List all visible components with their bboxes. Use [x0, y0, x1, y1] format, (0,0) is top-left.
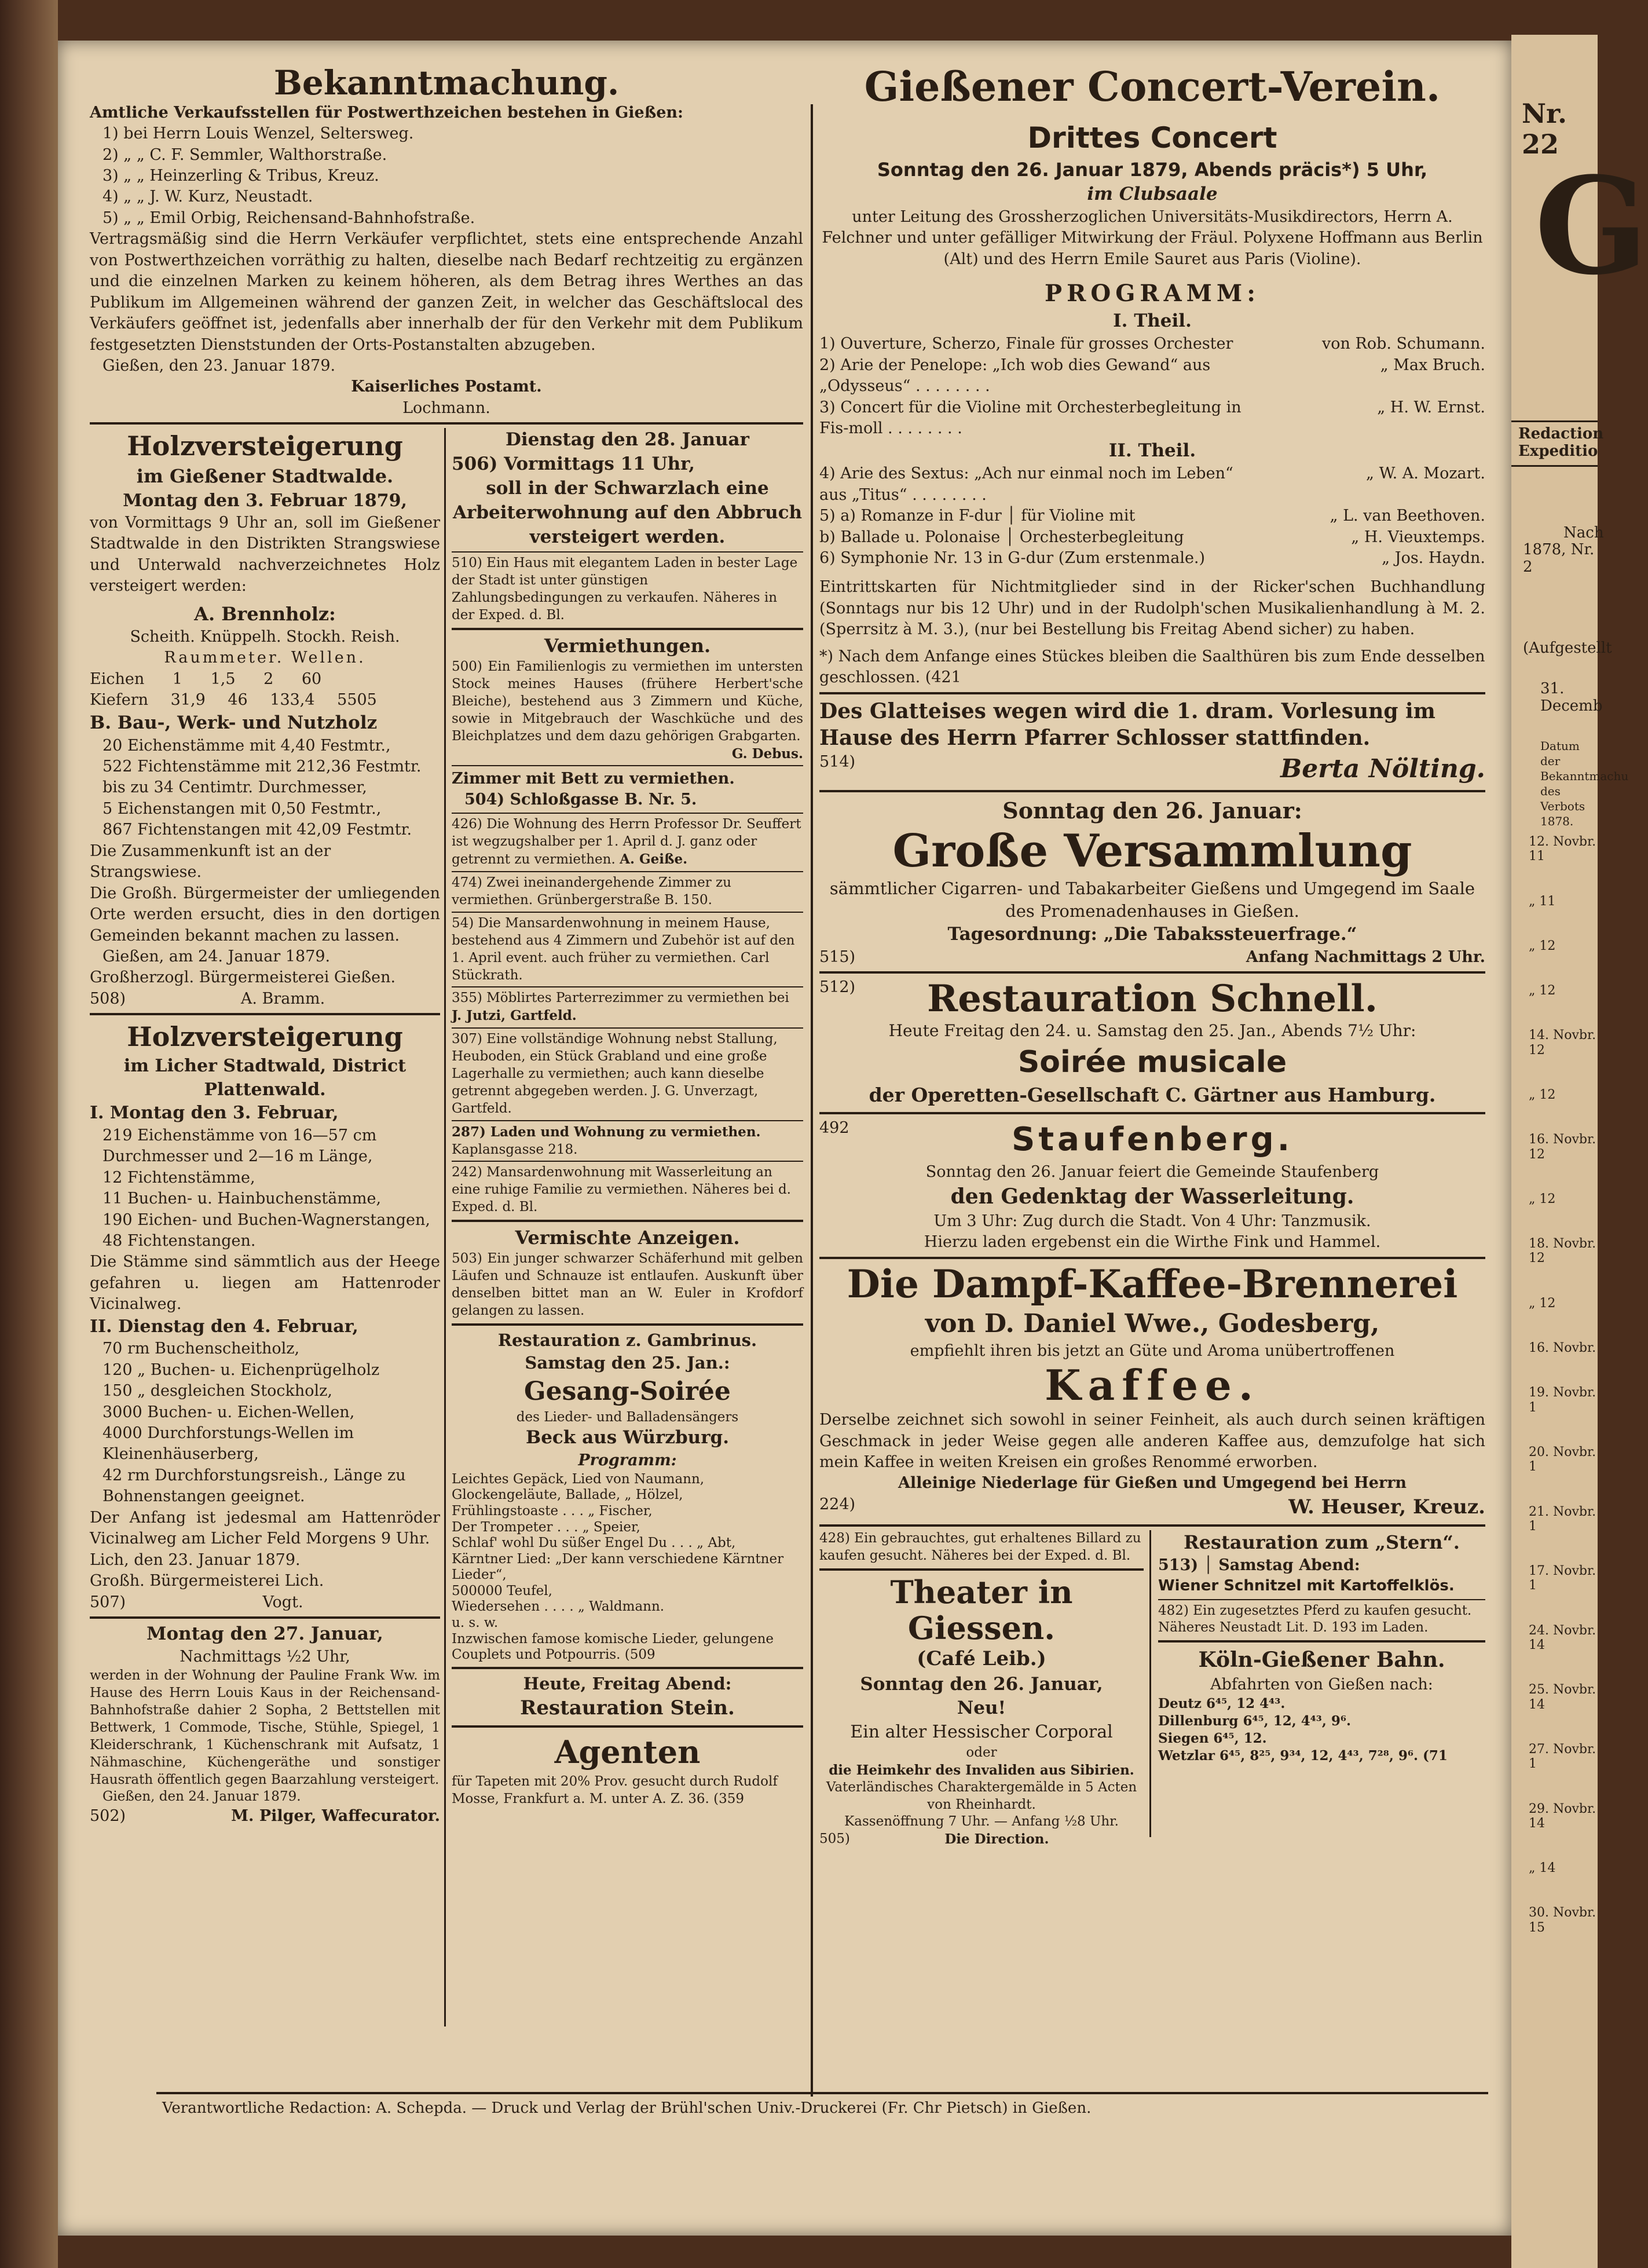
holz1-b-title: B. Bau-, Werk- und Nutzholz	[90, 712, 378, 733]
concert-t1: I. Theil.	[1113, 310, 1192, 332]
gambrinus-i8: Wiedersehen . . . . „ Waldmann.	[452, 1599, 665, 1615]
prog-item-2: 2) Arie der Penelope: „Ich wob dies Gewand“ aus „Odysseus“ . . . . . . . . „ Max Bruch.	[819, 356, 1485, 396]
stern-title: Restauration zum „Stern“.	[1184, 1531, 1460, 1553]
theater-play2: die Heimkehr des Invaliden aus Sibirien.	[829, 1762, 1134, 1778]
edge-date-row: 30. Novbr. 15	[1529, 1905, 1596, 1935]
gambrinus-i9: u. s. w.	[452, 1615, 499, 1631]
gambrinus-sub: des Lieder- und Balladensängers	[516, 1409, 739, 1425]
theater-title: Theater in Giessen.	[890, 1573, 1073, 1647]
prog-item-4: 4) Arie des Sextus: „Ach nur einmal noch im Leben“ aus „Titus“ . . . . . . . . „ W. A. Mozart.	[819, 464, 1485, 504]
glatteis-sign: Berta Nölting.	[1280, 754, 1485, 784]
agenten-text: für Tapeten mit 20% Prov. gesucht durch Rudolf Mosse, Frankfurt a. M. unter A. Z. 36. (359	[452, 1773, 778, 1806]
gambrinus-tail: Inzwischen famose komische Lieder, gelungene Couplets und Potpourris. (509	[452, 1631, 774, 1663]
holz2-i2-1: 70 rm Buchenscheitholz,	[102, 1340, 300, 1358]
r1-l1: 506) Vormittags 11 Uhr,	[452, 453, 695, 475]
holz1-a-row2: Kiefern 31,9 46 133,4 5505	[90, 691, 377, 709]
vermischt-text: 503) Ein junger schwarzer Schäferhund mit gelben Läufen und Schnauze ist entlaufen. Auskunft über denselben bittet man an W. Euler in Krofdorf gelangen zu lassen.	[452, 1251, 803, 1318]
concert-date: Sonntag den 26. Januar 1879, Abends präcis*) 5 Uhr,	[877, 159, 1428, 181]
concert-title: Gießener Concert-Verein.	[864, 63, 1441, 111]
holz2-i1-2: 12 Fichtenstämme,	[102, 1168, 255, 1187]
r2-text: 510) Ein Haus mit elegantem Laden in bester Lage der Stadt ist unter günstigen Zahlungsbedingungen zu verkaufen. Näheres in der Exped. d. Bl.	[452, 555, 798, 623]
holz2-sub: im Licher Stadtwald, District Plattenwald.	[123, 1056, 406, 1100]
stauf-l2: den Gedenktag der Wasserleitung.	[950, 1184, 1354, 1209]
edge-l4: 1878, Nr. 2	[1523, 541, 1595, 576]
gambrinus-i7: 500000 Teufel,	[452, 1583, 552, 1598]
stauf-l3: Um 3 Uhr: Zug durch die Stadt. Von 4 Uhr: Tanzmusik.	[933, 1212, 1371, 1230]
theater-sign: Die Direction.	[944, 1831, 1049, 1848]
gambrinus-i4: Der Trompeter . . . „ Speier,	[452, 1519, 640, 1535]
edge-date-row: 29. Novbr. 14	[1529, 1801, 1596, 1831]
gambrinus-date: Samstag den 25. Jan.:	[525, 1353, 730, 1373]
ad-7: 242) Mansardenwohnung mit Wasserleitung an eine ruhige Familie zu vermiethen. Näheres bei d. Exped. d. Bl.	[452, 1165, 791, 1215]
holz2-date: Lich, den 23. Januar 1879.	[90, 1550, 301, 1569]
r1-l2: soll in der Schwarzlach eine Arbeiterwohnung auf den Abbruch versteigert werden.	[452, 477, 803, 547]
edge-date-row: „ 12	[1529, 1191, 1556, 1206]
versamm-time: Anfang Nachmittags 2 Uhr.	[1246, 948, 1485, 966]
edge-date-row: „ 14	[1529, 1861, 1556, 1876]
schnell-num: 512)	[819, 978, 856, 997]
holz1-date: Montag den 3. Februar 1879,	[123, 490, 407, 511]
holz2-num: 507)	[90, 1593, 126, 1611]
gambrinus-title: Restauration z. Gambrinus.	[497, 1330, 757, 1350]
zimmer-sub: 504) Schloßgasse B. Nr. 5.	[464, 791, 697, 809]
concert-lead: unter Leitung des Grossherzoglichen Universitäts-Musikdirectors, Herrn A. Felchner und unter gefälliger Mitwirkung der Fräul. Polyxene Hoffmann aus Berlin (Alt) und des Herrn Emile Sauret aus Paris (Violine).	[822, 208, 1483, 268]
holz1-b-item2: 522 Fichtenstämme mit 212,36 Festmtr. bis zu 34 Centimtr. Durchmesser,	[102, 758, 422, 797]
edge-date-row: „ 11	[1529, 894, 1556, 909]
edge-l2: Expeditio	[1518, 442, 1598, 460]
edge-date-row: „ 12	[1529, 1296, 1556, 1311]
holz1-b-item4: 867 Fichtenstangen mit 42,09 Festmtr.	[102, 821, 412, 839]
holz2-i2-3: 150 „ desgleichen Stockholz,	[102, 1382, 332, 1400]
edge-date-row: 17. Novbr. 1	[1529, 1564, 1596, 1593]
holz1-b-body: Die Zusammenkunft ist an der Strangswiese.	[90, 842, 331, 881]
bek-body: Vertragsmäßig sind die Herrn Verkäufer verpflichtet, stets eine entsprechende Anzahl von Postwerthzeichen vorräthig zu halten, dieselbe nach Bedarf rechtzeitig zu ergänzen und die einzelnen Marken zu keinem höheren, als dem Betrag ihres Werthes an das Publikum im Allgemeinen während der ganzen Zeit, in welcher das Geschäftslocal des Verkäufers geöffnet ist, jedenfalls aber innerhalb der für den Verkehr mit dem Publikum festgesetzten Dienststunden der Orts-Postanstalten abzugeben.	[90, 230, 803, 354]
edge-l6: 31. Decemb	[1540, 680, 1603, 715]
holz1-a-row1: Eichen 1 1,5 2 60	[90, 670, 322, 688]
pilger-sub: Nachmittags ½2 Uhr,	[180, 1647, 350, 1666]
verm-title: Vermiethungen.	[544, 635, 711, 657]
stern-l2: Wiener Schnitzel mit Kartoffelklös.	[1158, 1577, 1455, 1595]
left-half	[90, 428, 440, 1827]
holz2-signer: Vogt.	[262, 1593, 303, 1611]
edge-date-row: „ 12	[1529, 983, 1556, 998]
concert-t2: II. Theil.	[1108, 440, 1196, 462]
edge-date-row: 24. Novbr. 14	[1529, 1623, 1596, 1653]
ad-6: 287) Laden und Wohnung zu vermiethen. Kaplansgasse 218.	[452, 1124, 761, 1157]
stern-l1: 513) │ Samstag Abend:	[1158, 1556, 1360, 1574]
gambrinus-i3: Frühlingstoaste . . . „ Fischer,	[452, 1503, 653, 1519]
kaffee-agent: Alleinige Niederlage für Gießen und Umgegend bei Herrn	[898, 1474, 1407, 1493]
column-divider	[811, 104, 813, 2097]
holz2-i2-6: 42 rm Durchforstungsreish., Länge zu Bohnenstangen geeignet.	[102, 1466, 406, 1506]
edge-l5: (Aufgestellt	[1523, 639, 1612, 657]
edge-date-row: 21. Novbr. 1	[1529, 1504, 1596, 1534]
ad-5: 307) Eine vollständige Wohnung nebst Stallung, Heuboden, ein Stück Grabland und eine große Lagerhalle zu vermiethen; auch kann dieselbe getrennt abgegeben werden. J. G. Unverzagt, Gartfeld.	[452, 1031, 778, 1116]
adjacent-page-edge	[1511, 35, 1648, 2268]
holz1-b-item1: 20 Eichenstämme mit 4,40 Festmtr.,	[102, 736, 391, 755]
holz2-sign: Großh. Bürgermeisterei Lich.	[90, 1572, 324, 1590]
holz2-d1: I. Montag den 3. Februar,	[90, 1103, 339, 1124]
theater-times: Kassenöffnung 7 Uhr. — Anfang ½8 Uhr.	[844, 1814, 1119, 1830]
holz1-b-item3: 5 Eichenstangen mit 0,50 Festmtr.,	[102, 799, 382, 818]
theater-date: Sonntag den 26. Januar,	[860, 1673, 1103, 1695]
bekanntmachung	[90, 64, 803, 419]
bek-list-4: 4) „ „ J. W. Kurz, Neustadt.	[102, 188, 313, 206]
theater-sub: (Café Leib.)	[917, 1647, 1046, 1670]
verm-text: 500) Ein Familienlogis zu vermiethen im untersten Stock meines Hauses (frühere Herbert'sche Bleiche), bestehend aus 3 Zimmern und Küche, sowie in Mitgebrauch der Waschküche und des Bleichplatzes und dem dazu gehörigen Grabgarten.	[452, 659, 803, 744]
holz1-sign: Großherzogl. Bürgermeisterei Gießen.	[90, 968, 396, 987]
edge-initial-icon: G	[1535, 148, 1648, 305]
ad-3: 54) Die Mansardenwohnung in meinem Hause, bestehend aus 4 Zimmern und Zubehör ist auf den 1. April event. auch früher zu vermiethen. Carl Stückrath.	[452, 915, 795, 983]
edge-date-row: 18. Novbr. 12	[1529, 1237, 1596, 1266]
bek-date: Gießen, den 23. Januar 1879.	[102, 356, 336, 375]
book-binding	[0, 0, 58, 2268]
holz2-i1-1: 219 Eichenstämme von 16—57 cm Durchmesser und 2—16 m Länge,	[102, 1126, 377, 1166]
versamm-big: Große Versammlung	[892, 824, 1412, 877]
holz1-num: 508)	[90, 989, 126, 1008]
edge-date-row: 16. Novbr. 12	[1529, 1132, 1596, 1162]
r1-title: Dienstag den 28. Januar	[506, 429, 749, 451]
holz2-i1-4: 190 Eichen- und Buchen-Wagnerstangen,	[102, 1210, 430, 1229]
gambrinus-i1: Leichtes Gepäck, Lied von Naumann,	[452, 1471, 705, 1487]
bahn-row-3: Siegen 6⁴⁵, 12.	[1158, 1731, 1267, 1747]
edge-date-row: 25. Novbr. 14	[1529, 1682, 1596, 1712]
edge-date-row: 19. Novbr. 1	[1529, 1385, 1596, 1415]
glatteis-num: 514)	[819, 753, 856, 771]
kaffee-name: W. Heuser, Kreuz.	[1288, 1495, 1485, 1519]
bahn-sub: Abfahrten von Gießen nach:	[1210, 1675, 1433, 1693]
holz2-i1-5: 48 Fichtenstangen.	[102, 1232, 256, 1250]
kaffee-sub: empfiehlt ihren bis jetzt an Güte und Aroma unübertroffenen	[910, 1341, 1395, 1360]
holz2-i1-3: 11 Buchen- u. Hainbuchenstämme,	[102, 1190, 382, 1208]
zimmer-title: Zimmer mit Bett zu vermiethen.	[452, 769, 735, 788]
concert-note: *) Nach dem Anfange eines Stückes bleiben die Saalthüren bis zum Ende desselben geschlossen. (421	[819, 647, 1485, 687]
schnell-line: Heute Freitag den 24. u. Samstag den 25. Jan., Abends 7½ Uhr:	[888, 1021, 1416, 1041]
holz1-b-body2: Die Großh. Bürgermeister der umliegenden Orte werden ersucht, dies in den dortigen Gemeinden bekannt machen zu lassen.	[90, 884, 440, 945]
concert-tickets: Eintrittskarten für Nichtmitglieder sind in der Ricker'schen Buchhandlung (Sonntags nur bis 12 Uhr) und in der Rudolph'schen Musikalienhandlung à M. 2. (Sperrsitz à M. 3.), (nur bei Bestellung bis Freitag Abend sicher) zu haben.	[819, 578, 1485, 639]
holz1-body: von Vormittags 9 Uhr an, soll im Gießener Stadtwalde in den Distrikten Strangswiese und Unterwald nachverzeichnetes Holz versteigert werden:	[90, 514, 440, 595]
holz1-date2: Gießen, am 24. Januar 1879.	[102, 947, 331, 965]
holz2-i2-5: 4000 Durchforstungs-Wellen im Kleinenhäuserberg,	[102, 1424, 354, 1464]
pilger-body: werden in der Wohnung der Pauline Frank Ww. im Hause des Herrn Louis Kaus in der Reichensand-Bahnhofstraße dahier 2 Sopha, 2 Bettstellen mit Bettwerk, 1 Commode, Tische, Stühle, Spiegel, 1 Kleiderschrank, 1 Küchenschrank mit Aufsatz, 1 Nähmaschine, Küchengeräthe und sonstiger Hausrath öffentlich gegen Baarzahlung versteigert.	[90, 1668, 440, 1787]
holz2-i2-2: 120 „ Buchen- u. Eichenprügelholz	[102, 1360, 380, 1379]
schnell-big: Soirée musicale	[1017, 1044, 1287, 1080]
ad-4: 355) Möblirtes Parterrezimmer zu vermiethen bei J. Jutzi, Gartfeld.	[452, 990, 789, 1024]
bek-sign2: Lochmann.	[402, 398, 490, 417]
stauf-title: Staufenberg.	[1011, 1121, 1293, 1159]
concert-h: Drittes Concert	[1027, 120, 1277, 155]
pilger-signer: M. Pilger, Waffecurator.	[231, 1807, 440, 1826]
schnell-sub: der Operetten-Gesellschaft C. Gärtner aus Hamburg.	[869, 1084, 1436, 1107]
holz2-i2-4: 3000 Buchen- u. Eichen-Wellen,	[102, 1403, 355, 1421]
stauf-num: 492	[819, 1118, 849, 1137]
edge-date-row: 16. Novbr.	[1529, 1341, 1596, 1356]
kaffee-text: Derselbe zeichnet sich sowohl in seiner Feinheit, als auch durch seinen kräftigen Geschmack in jeder Weise gegen alle anderen Kaffee aus, demzufolge hat sich mein Kaffee in weiten Kreisen ein großes Renommé erworben.	[819, 1411, 1485, 1472]
glatteis-text: Des Glatteises wegen wird die 1. dram. Vorlesung im Hause des Herrn Pfarrer Schlosser stattfinden.	[819, 698, 1435, 751]
bek-title: Bekanntmachung.	[273, 63, 620, 103]
left-lower	[90, 428, 803, 2026]
edge-date-row: „ 12	[1529, 1087, 1556, 1102]
versamm-agenda: Tagesordnung: „Die Tabakssteuerfrage.“	[947, 923, 1357, 945]
prog-item-5: 5) a) Romanze in F-dur │ für Violine mit „ L. van Beethoven.	[819, 507, 1485, 525]
bek-list-2: 2) „ „ C. F. Semmler, Walthorstraße.	[102, 145, 387, 164]
gambrinus-prog: Programm:	[578, 1451, 677, 1470]
vermischt-title: Vermischte Anzeigen.	[515, 1227, 740, 1249]
versamm-text: sämmtlicher Cigarren- und Tabakarbeiter Gießens und Umgegend im Saale des Promenadenhauses in Gießen.	[829, 878, 1475, 921]
agenten-title: Agenten	[554, 1733, 701, 1770]
edge-date-row: 14. Novbr. 12	[1529, 1028, 1596, 1058]
verm-sign: G. Debus.	[731, 745, 803, 762]
bek-subtitle: Amtliche Verkaufsstellen für Postwerthzeichen bestehen in Gießen:	[90, 103, 683, 122]
stein-l1: Heute, Freitag Abend:	[523, 1673, 732, 1693]
right-column	[819, 63, 1485, 1848]
prog-item-3: 3) Concert für die Violine mit Orchesterbegleitung in Fis-moll . . . . . . . . „ H. W. Ernst.	[819, 398, 1485, 437]
edge-l1: Redaction	[1518, 425, 1604, 442]
bek-list-3: 3) „ „ Heinzerling & Tribus, Kreuz.	[102, 167, 379, 185]
gambrinus-i6: Kärntner Lied: „Der kann verschiedene Kärntner Lieder“,	[452, 1551, 784, 1583]
pferd-text: 482) Ein zugesetztes Pferd zu kaufen gesucht. Näheres Neustadt Lit. D. 193 im Laden.	[1158, 1603, 1472, 1636]
prog-item-1: 1) Ouverture, Scherzo, Finale für grosses Orchester von Rob. Schumann.	[819, 335, 1485, 353]
holz1-a-head2: Raummeter. Wellen.	[164, 649, 366, 667]
pilger-num: 502)	[90, 1807, 126, 1826]
gambrinus-i2: Glockengeläute, Ballade, „ Hölzel,	[452, 1487, 683, 1503]
edge-nr: Nr. 22	[1522, 98, 1568, 160]
kaffee-from: von D. Daniel Wwe., Godesberg,	[925, 1308, 1380, 1338]
bottom-right	[1158, 1530, 1485, 1765]
holz2-note1: Die Stämme sind sämmtlich aus der Heege gefahren u. liegen am Hattenroder Vicinalweg.	[90, 1253, 440, 1314]
bottom-split	[819, 1530, 1485, 1848]
bek-list-5: 5) „ „ Emil Orbig, Reichensand-Bahnhofstraße.	[102, 208, 475, 227]
holz1-title: Holzversteigerung	[127, 430, 403, 462]
bottom-left	[819, 1530, 1144, 1848]
ad-1: 426) Die Wohnung des Herrn Professor Dr. Seuffert ist wegzugshalber per 1. April d. J. ganz oder getrennt zu vermiethen. A. Geiße.	[452, 817, 801, 868]
bahn-row-4: Wetzlar 6⁴⁵, 8²⁵, 9³⁴, 12, 4⁴³, 7²⁸, 9⁶. (71	[1158, 1747, 1448, 1764]
bahn-row-2: Dillenburg 6⁴⁵, 12, 4⁴³, 9⁶.	[1158, 1713, 1351, 1729]
bek-list-1: 1) bei Herrn Louis Wenzel, Seltersweg.	[102, 125, 414, 143]
concert-prog: PROGRAMM:	[1045, 280, 1260, 308]
schnell-title: Restauration Schnell.	[927, 976, 1378, 1020]
holz2-title: Holzversteigerung	[127, 1021, 403, 1053]
bahn-title: Köln-Gießener Bahn.	[1198, 1648, 1445, 1673]
prog-item-6: b) Ballade u. Polonaise │ Orchesterbegleitung „ H. Vieuxtemps.	[819, 528, 1485, 546]
stauf-l4: Hierzu laden ergebenst ein die Wirthe Fink und Hammel.	[924, 1233, 1381, 1252]
versamm-num: 515)	[819, 948, 856, 966]
versamm-date: Sonntag den 26. Januar:	[1002, 797, 1302, 824]
gambrinus-name: Beck aus Würzburg.	[526, 1427, 729, 1448]
theater-num: 505)	[819, 1831, 850, 1847]
pilger-title: Montag den 27. Januar,	[147, 1623, 383, 1644]
edge-date-row: „ 12	[1529, 938, 1556, 953]
left-column	[90, 64, 803, 2026]
kaffee-big: Kaffee.	[1045, 1360, 1260, 1410]
edge-date-row: 20. Novbr. 1	[1529, 1444, 1596, 1475]
holz1-sub: im Gießener Stadtwalde.	[136, 465, 394, 488]
concert-place: im Clubsaale	[1087, 184, 1218, 205]
edge-date-row: 12. Novbr. 11	[1529, 834, 1596, 864]
billard-text: 428) Ein gebrauchtes, gut erhaltenes Billard zu kaufen gesucht. Näheres bei der Exped. d. Bl.	[819, 1530, 1141, 1563]
theater-neu: Neu!	[957, 1698, 1006, 1719]
theater-play: Ein alter Hessischer Corporal	[850, 1722, 1113, 1743]
edge-l7: Datum der Bekanntmachu des Verbots 1878.	[1540, 738, 1629, 828]
footer-imprint: Verantwortliche Redaction: A. Schepda. — Druck und Verlag der Brühl'schen Univ.-Druckerei (Fr. Chr Pietsch) in Gießen.	[162, 2099, 1092, 2117]
stauf-l1: Sonntag den 26. Januar feiert die Gemeinde Staufenberg	[925, 1162, 1379, 1181]
bek-sign1: Kaiserliches Postamt.	[351, 378, 542, 396]
bahn-row-1: Deutz 6⁴⁵, 12 4⁴³.	[1158, 1696, 1286, 1712]
right-half	[452, 428, 803, 1808]
holz2-d2: II. Dienstag den 4. Februar,	[90, 1316, 358, 1337]
holz1-a-title: A. Brennholz:	[194, 602, 336, 625]
edge-date-row: 27. Novbr. 1	[1529, 1742, 1596, 1772]
theater-oder: oder	[966, 1744, 997, 1760]
edge-l3: Nach	[1563, 524, 1604, 542]
kaffee-num: 224)	[819, 1495, 856, 1513]
gambrinus-i5: Schlaf' wohl Du süßer Engel Du . . . „ Abt,	[452, 1535, 736, 1551]
edge-dates	[1511, 835, 1598, 1935]
holz1-signer: A. Bramm.	[240, 989, 325, 1008]
prog-item-7: 6) Symphonie Nr. 13 in G-dur (Zum erstenmale.) „ Jos. Haydn.	[819, 548, 1485, 567]
gambrinus-big: Gesang-Soirée	[524, 1377, 731, 1407]
ad-2: 474) Zwei ineinandergehende Zimmer zu vermiethen. Grünbergerstraße B. 150.	[452, 875, 731, 908]
pilger-date: Gießen, den 24. Januar 1879.	[102, 1789, 301, 1805]
holz1-a-head: Scheith. Knüppelh. Stockh. Reish.	[130, 627, 400, 646]
stein-l2: Restauration Stein.	[520, 1696, 735, 1720]
kaffee-title: Die Dampf-Kaffee-Brennerei	[847, 1261, 1458, 1307]
holz2-note2: Der Anfang ist jedesmal am Hattenröder Vicinalweg am Licher Feld Morgens 9 Uhr.	[90, 1508, 440, 1548]
theater-desc: Vaterländisches Charaktergemälde in 5 Acten von Rheinhardt.	[826, 1779, 1137, 1812]
